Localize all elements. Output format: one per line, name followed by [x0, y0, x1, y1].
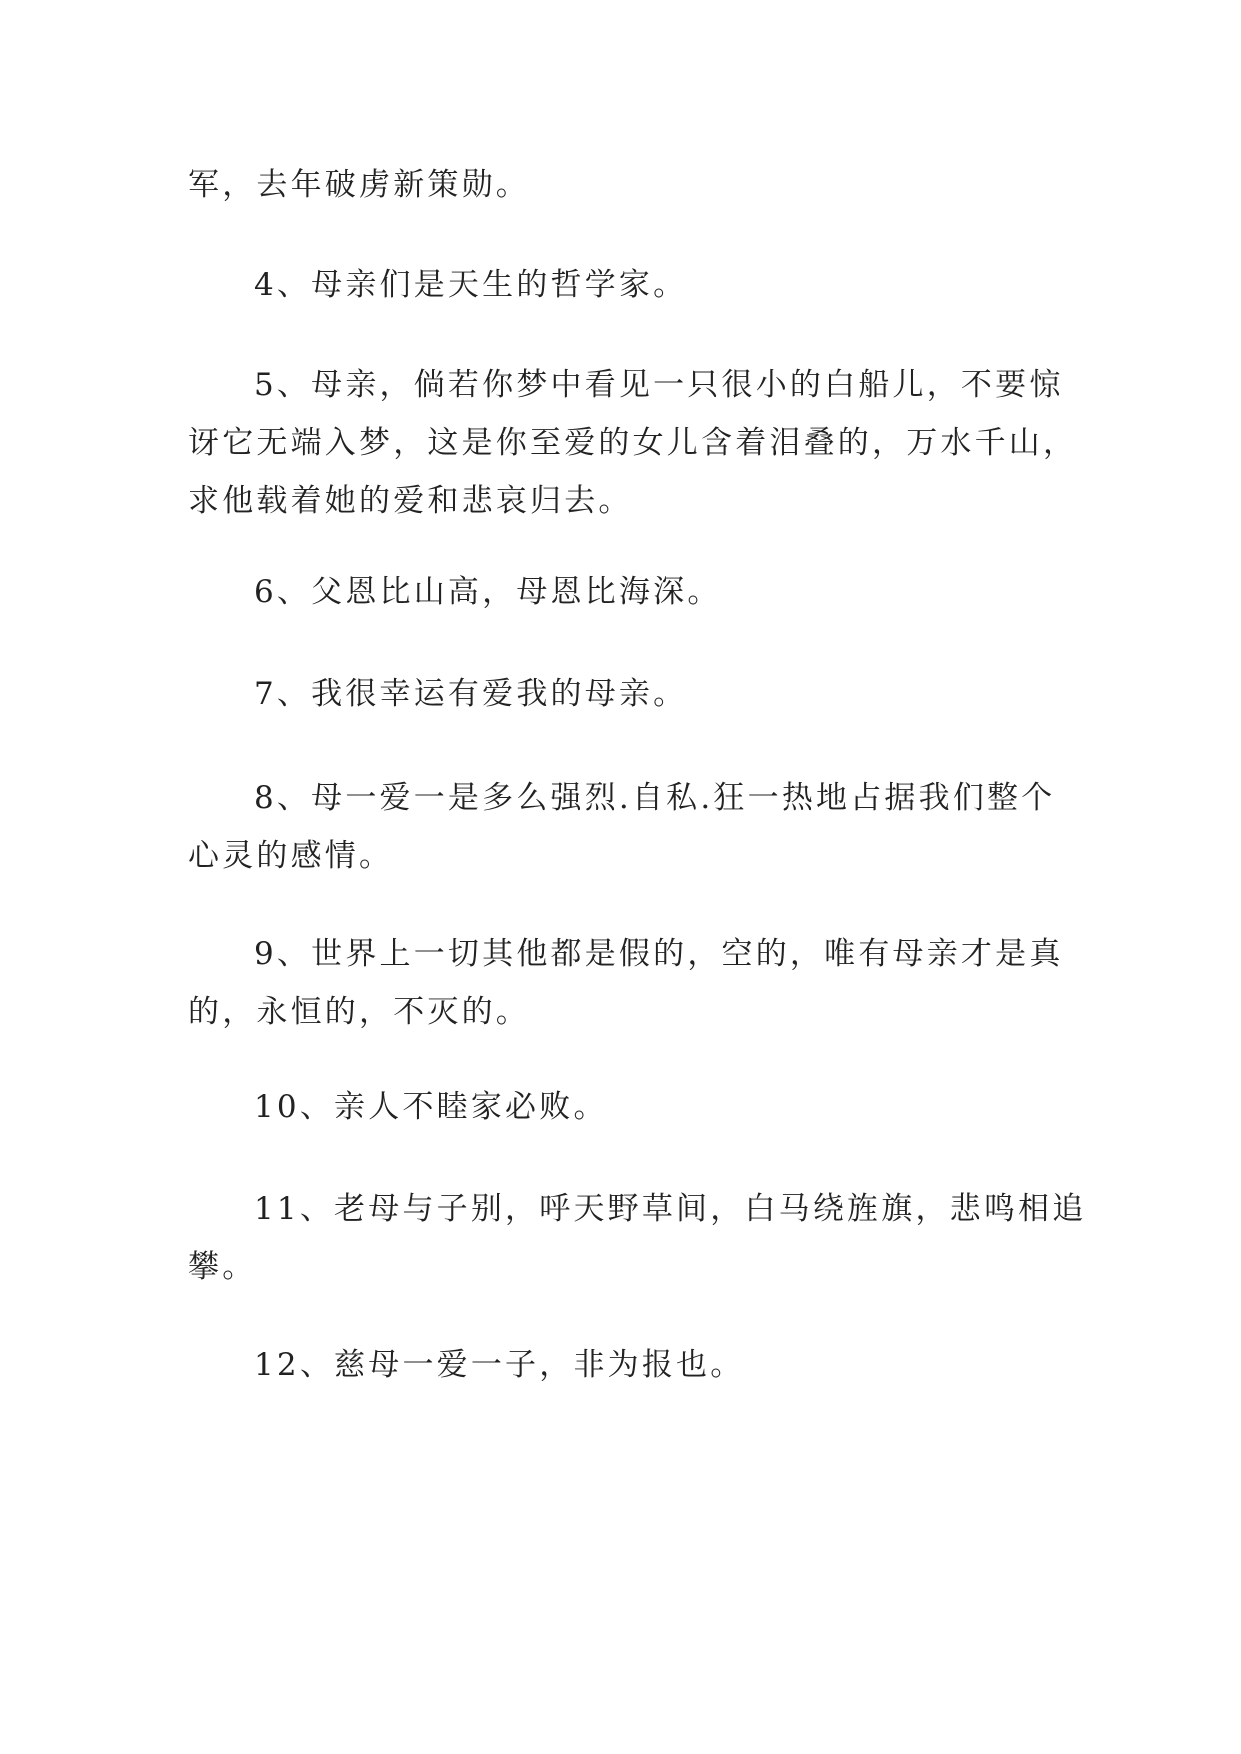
- text-line: 的，永恒的，不灭的。: [188, 994, 530, 1030]
- text-line: 心灵的感情。: [188, 838, 394, 874]
- paragraph-continuation: [188, 156, 1058, 214]
- text-line: 讶它无端入梦，这是你至爱的女儿含着泪叠的，万水千山，: [188, 425, 1078, 461]
- paragraph-item-4: [188, 256, 1058, 314]
- text-line: 6、父恩比山高，母恩比海深。: [254, 574, 722, 610]
- text-line: 10、亲人不睦家必败。: [254, 1089, 608, 1125]
- text-line: 9、世界上一切其他都是假的，空的，唯有母亲才是真: [254, 936, 1064, 972]
- paragraph-item-9: [188, 925, 1064, 1041]
- paragraph-item-6: [188, 563, 1058, 621]
- text-line: 8、母一爱一是多么强烈.自私.狂一热地占据我们整个: [254, 780, 1056, 816]
- paragraph-item-12: [188, 1336, 1058, 1394]
- text-line: 军，去年破虏新策勋。: [188, 167, 530, 203]
- paragraph-item-8: [188, 769, 1058, 885]
- paragraph-item-11: [188, 1180, 1087, 1296]
- text-line: 攀。: [188, 1249, 257, 1285]
- text-line: 7、我很幸运有爱我的母亲。: [254, 676, 688, 712]
- text-line: 4、母亲们是天生的哲学家。: [254, 267, 688, 303]
- text-line: 11、老母与子别，呼天野草间，白马绕旌旗，悲鸣相追: [254, 1191, 1087, 1227]
- text-line: 12、慈母一爱一子，非为报也。: [254, 1347, 745, 1383]
- text-line: 5、母亲，倘若你梦中看见一只很小的白船儿，不要惊: [254, 367, 1064, 403]
- paragraph-item-10: [188, 1078, 1058, 1136]
- text-line: 求他载着她的爱和悲哀归去。: [188, 483, 633, 519]
- paragraph-item-5: [188, 356, 1078, 530]
- paragraph-item-7: [188, 665, 1058, 723]
